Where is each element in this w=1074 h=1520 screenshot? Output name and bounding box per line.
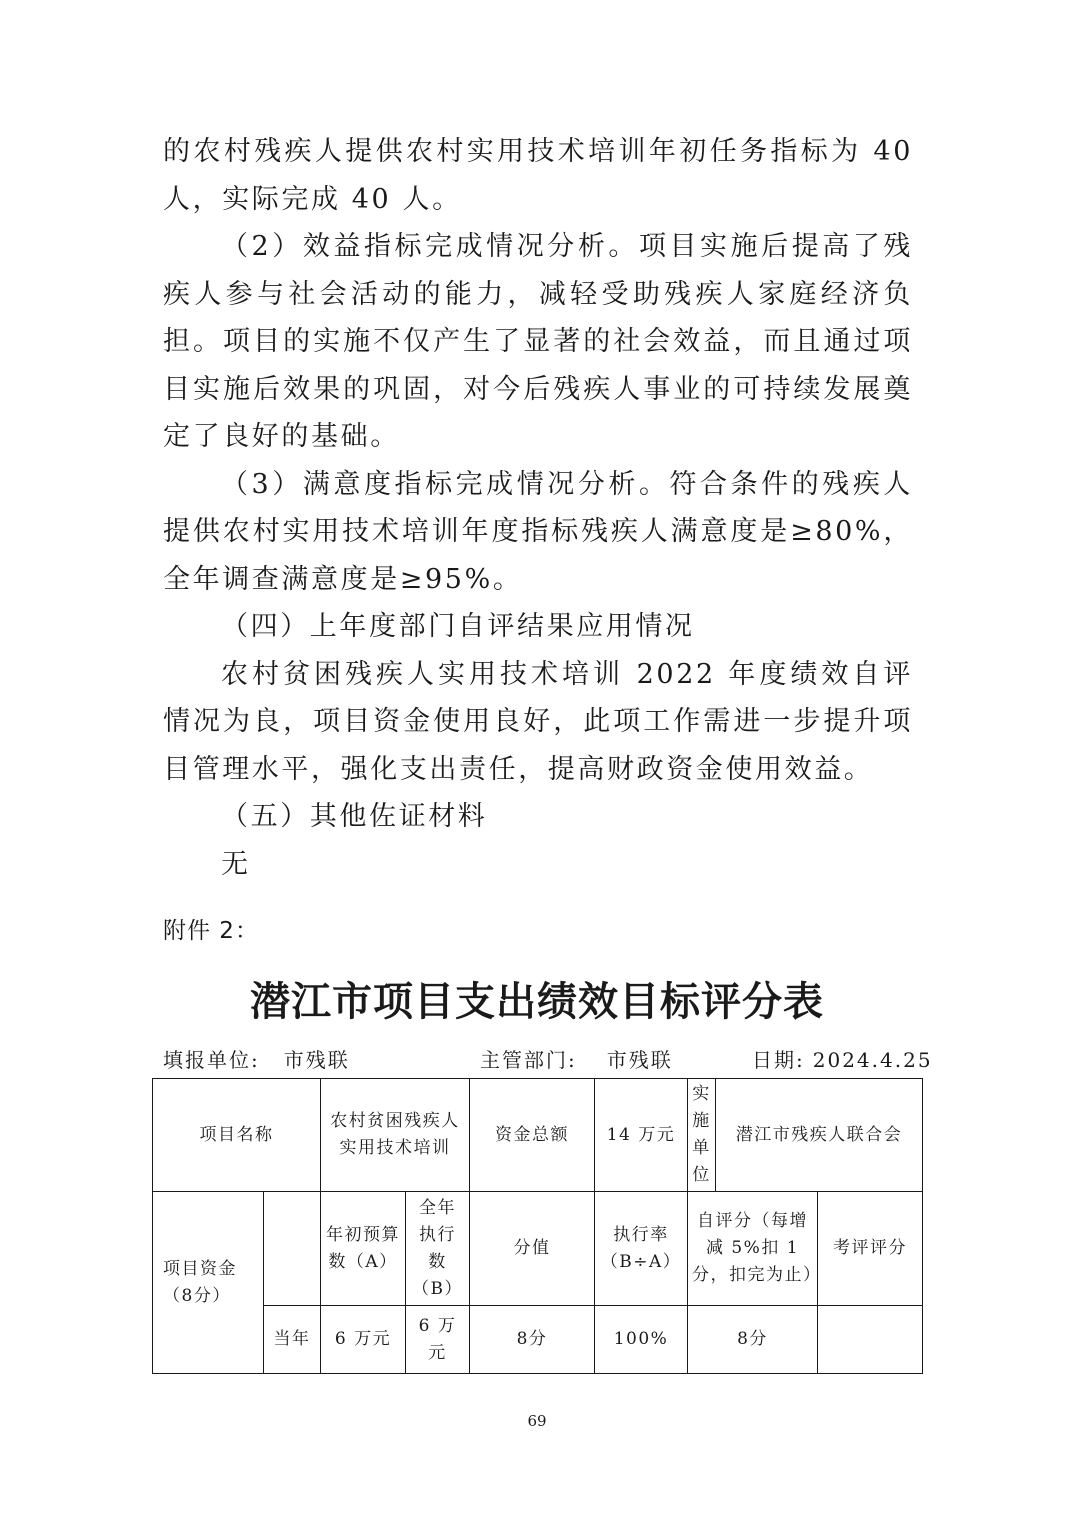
meta-date-value: 2024.4.25 — [812, 1048, 933, 1072]
body-text — [163, 128, 913, 888]
review-value — [818, 1306, 923, 1374]
project-name-value: 农村贫困残疾人实用技术培训 — [321, 1079, 470, 1192]
score-table — [152, 1078, 923, 1374]
meta-unit — [163, 1044, 350, 1073]
page-number: 69 — [527, 1412, 547, 1430]
self-score-value: 8分 — [688, 1306, 818, 1374]
budget-header: 年初预算数（A） — [321, 1192, 406, 1306]
empty-cell — [264, 1192, 321, 1306]
score-header: 分值 — [470, 1192, 595, 1306]
table-row — [153, 1192, 923, 1306]
paragraph-none: 无 — [221, 848, 251, 880]
rate-value: 100% — [595, 1306, 688, 1374]
meta-dept-label: 主管部门: — [480, 1048, 577, 1072]
meta-unit-label: 填报单位: — [163, 1048, 260, 1072]
total-funds-label: 资金总额 — [470, 1079, 595, 1192]
table-row — [153, 1079, 923, 1192]
impl-unit-value: 潜江市残疾人联合会 — [716, 1079, 923, 1192]
meta-unit-value: 市残联 — [283, 1048, 350, 1072]
self-score-header: 自评分（每增减 5%扣 1 分，扣完为止） — [688, 1192, 818, 1306]
paragraph-5: 农村贫困残疾人实用技术培训 2022 年度绩效自评情况为良，项目资金使用良好，此项工作需进一步提升项目管理水平，强化支出责任，提高财政资金使用效益。 — [163, 658, 913, 785]
executed-value: 6 万元 — [406, 1306, 470, 1374]
review-header: 考评评分 — [818, 1192, 923, 1306]
paragraph-3: （3）满意度指标完成情况分析。符合条件的残疾人提供农村实用技术培训年度指标残疾人满意度是≥80%，全年调查满意度是≥95%。 — [163, 468, 913, 595]
table-title: 潜江市项目支出绩效目标评分表 — [250, 979, 824, 1025]
total-funds-value: 14 万元 — [595, 1079, 688, 1192]
rate-header: 执行率（B÷A） — [595, 1192, 688, 1306]
table-row — [153, 1306, 923, 1374]
paragraph-2: （2）效益指标完成情况分析。项目实施后提高了残疾人参与社会活动的能力，减轻受助残疾人家庭经济负担。项目的实施不仅产生了显著的社会效益，而且通过项目实施后效果的巩固，对今后残疾人事业的可持续发展奠定了良好的基础。 — [163, 231, 913, 452]
paragraph-1: 的农村残疾人提供农村实用技术培训年初任务指标为 40 人，实际完成 40 人。 — [163, 136, 913, 215]
meta-date-label: 日期: — [752, 1048, 805, 1072]
year-label: 当年 — [264, 1306, 321, 1374]
impl-unit-label: 实施单位 — [688, 1079, 716, 1192]
score-value: 8分 — [470, 1306, 595, 1374]
meta-date — [752, 1044, 933, 1073]
project-funds-label: 项目资金（8分） — [153, 1192, 264, 1374]
executed-header: 全年执行数（B） — [406, 1192, 470, 1306]
meta-dept — [480, 1044, 673, 1073]
attachment-label: 附件 2： — [163, 918, 259, 944]
budget-value: 6 万元 — [321, 1306, 406, 1374]
meta-dept-value: 市残联 — [606, 1048, 673, 1072]
section-heading-5: （五）其他佐证材料 — [221, 801, 488, 832]
project-name-label: 项目名称 — [153, 1079, 321, 1192]
section-heading-4: （四）上年度部门自评结果应用情况 — [221, 611, 695, 642]
